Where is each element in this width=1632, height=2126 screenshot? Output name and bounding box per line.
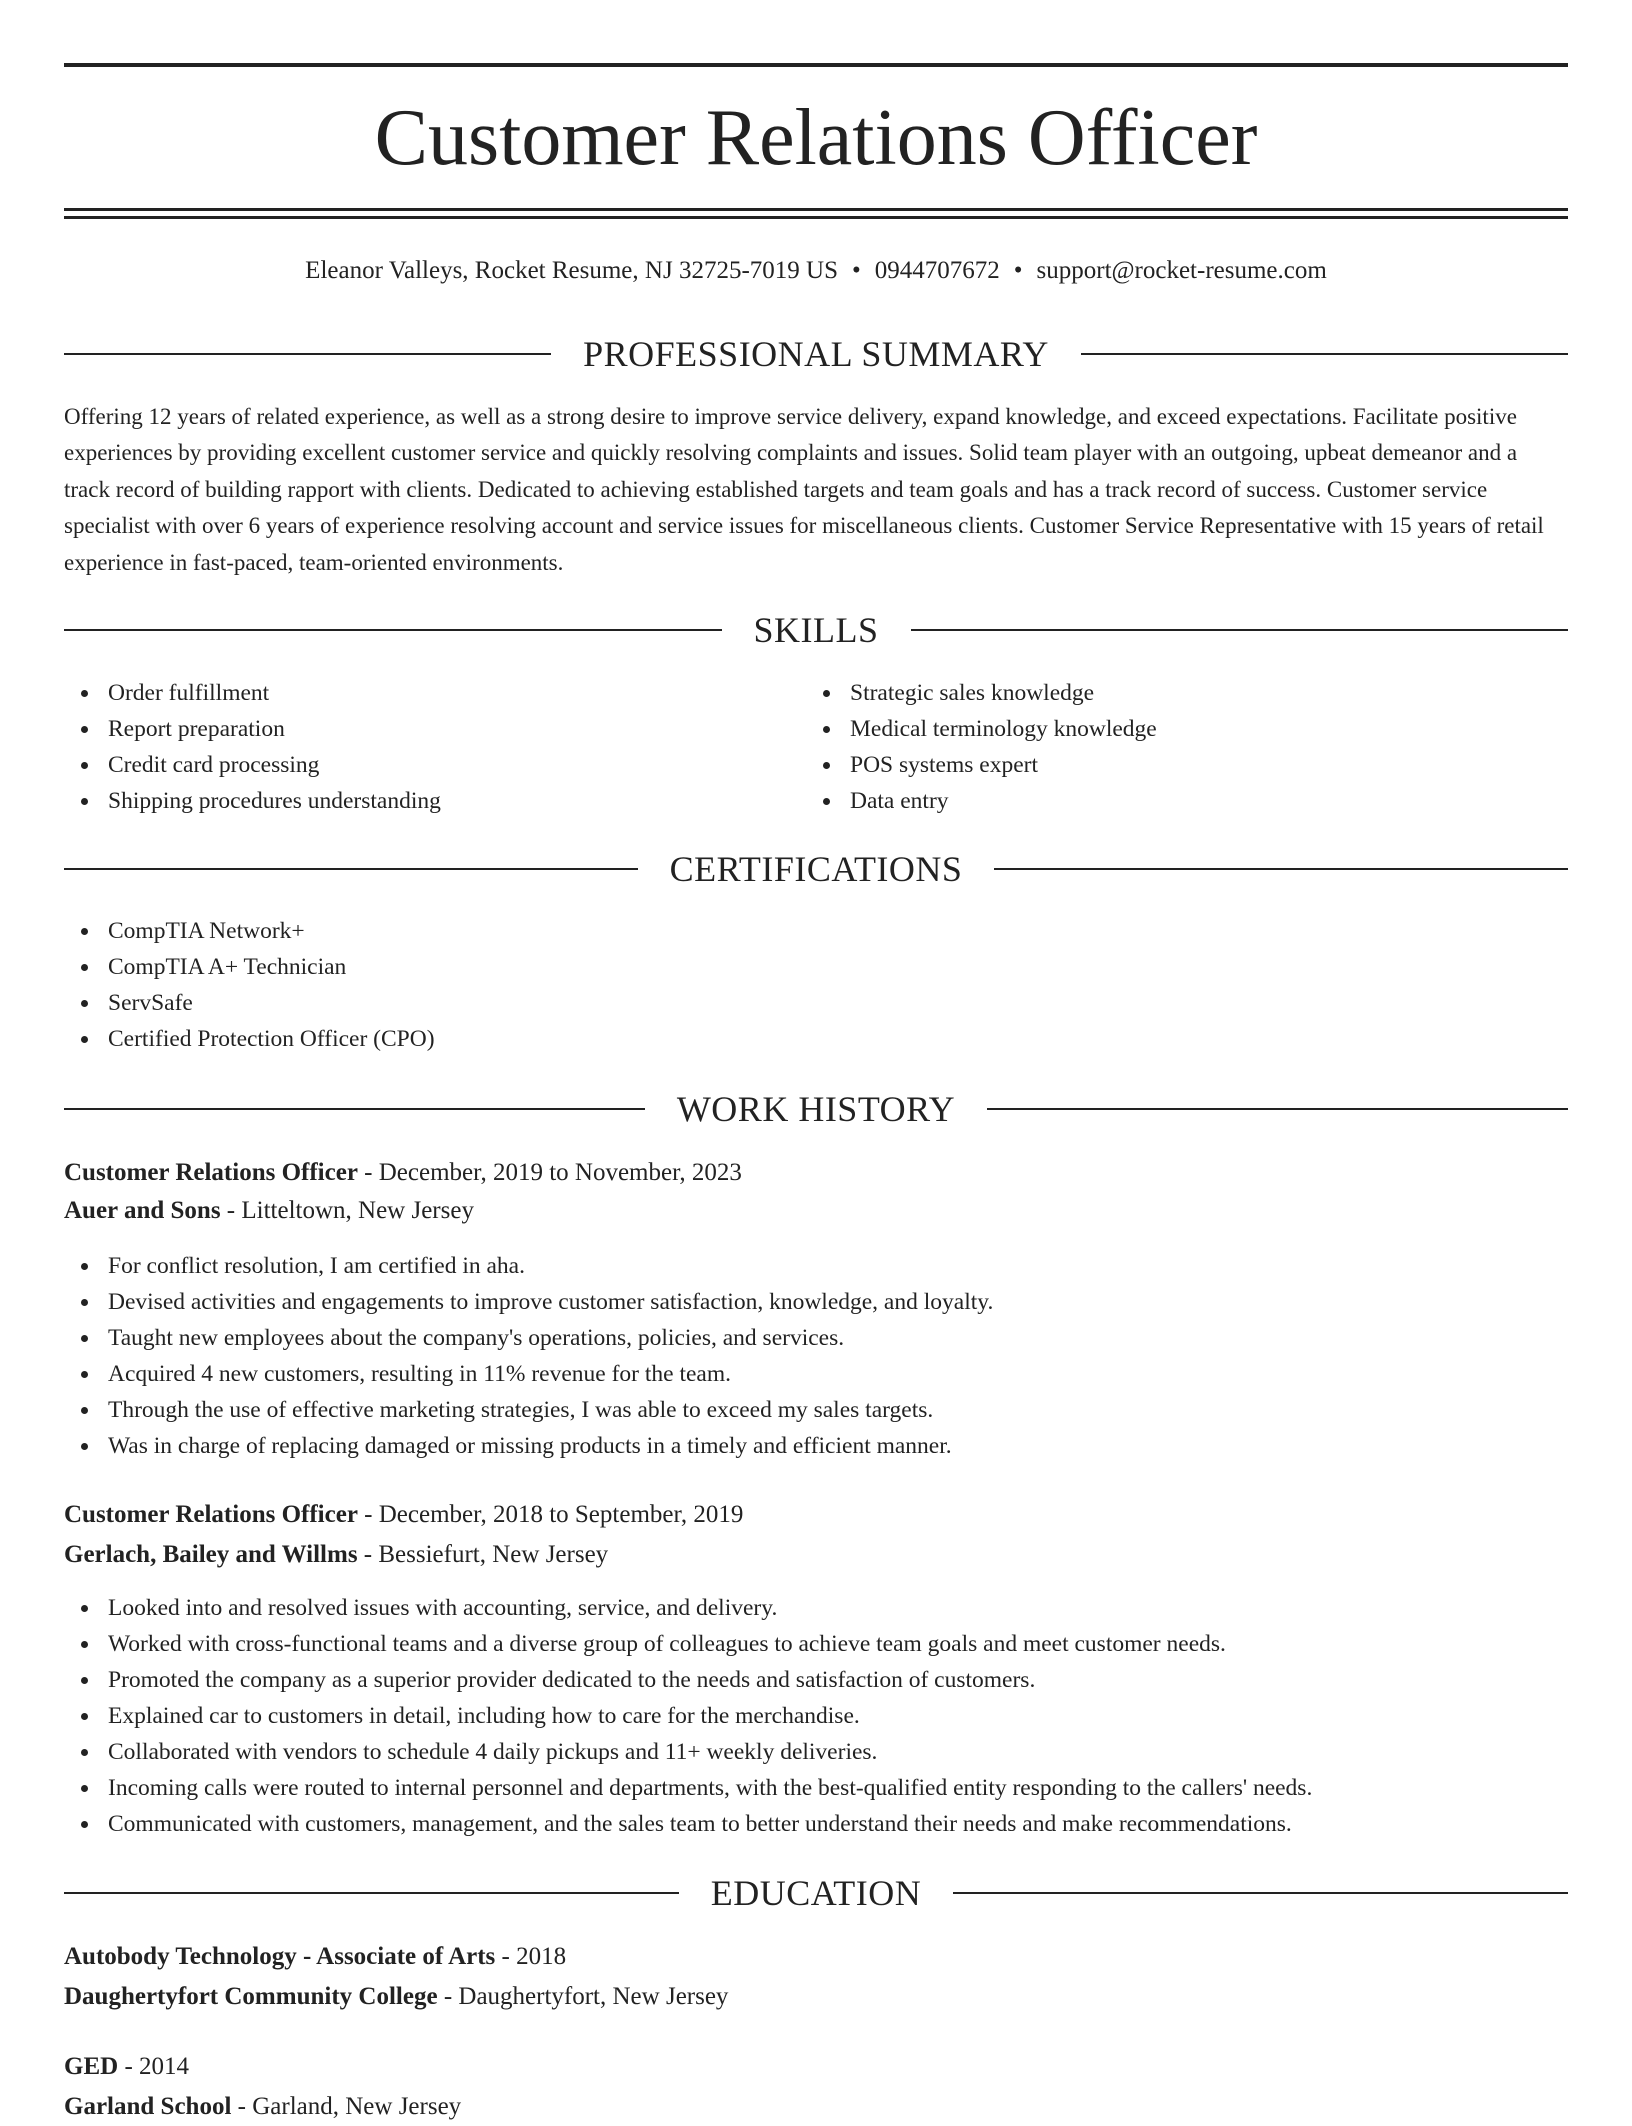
certification-item: CompTIA Network+ <box>64 913 1568 949</box>
skills-list-left <box>64 675 804 819</box>
section-header-work-history <box>64 1087 1568 1131</box>
contact-phone: 0944707672 <box>874 257 1000 284</box>
job-dates: December, 2019 to November, 2023 <box>378 1159 742 1186</box>
education-school: Garland School <box>64 2093 232 2120</box>
education-year: 2018 <box>516 1943 567 1970</box>
certification-item: ServSafe <box>64 985 1568 1021</box>
job-location: Litteltown, New Jersey <box>241 1197 474 1224</box>
dash: - <box>220 1197 242 1224</box>
title-rule-lower <box>64 216 1568 219</box>
skill-item: Shipping procedures understanding <box>64 783 804 819</box>
education-location: Garland, New Jersey <box>252 2093 462 2120</box>
job-duty: Worked with cross-functional teams and a diverse group of colleagues to achieve team goals and meet customer needs. <box>64 1626 1568 1662</box>
job-duty: Incoming calls were routed to internal personnel and departments, with the best-qualified entity responding to the callers' needs. <box>64 1770 1568 1806</box>
job-company-line <box>64 1192 474 1230</box>
job-duty: Was in charge of replacing damaged or missing products in a timely and efficient manner. <box>64 1428 1568 1464</box>
skill-item: Strategic sales knowledge <box>806 675 1546 711</box>
section-header-skills <box>64 608 1568 652</box>
dash: - <box>231 2093 253 2120</box>
job-company: Auer and Sons <box>64 1197 221 1224</box>
certification-item: CompTIA A+ Technician <box>64 949 1568 985</box>
skills-list-right <box>806 675 1546 819</box>
dash: - <box>495 1943 517 1970</box>
section-rule <box>64 629 722 631</box>
job-duty: Taught new employees about the company's operations, policies, and services. <box>64 1320 1568 1356</box>
section-rule <box>64 1892 679 1894</box>
section-rule <box>1081 353 1568 355</box>
job-duties-list <box>64 1590 1568 1842</box>
education-school: Daughertyfort Community College <box>64 1983 438 2010</box>
section-rule <box>911 629 1569 631</box>
section-title: PROFESSIONAL SUMMARY <box>583 334 1049 374</box>
education-school-line <box>64 1978 728 2016</box>
dash: - <box>357 1501 379 1528</box>
job-duty: Devised activities and engagements to improve customer satisfaction, knowledge, and loyalty. <box>64 1284 1568 1320</box>
section-rule <box>64 1108 645 1110</box>
certifications-list <box>64 913 1568 1057</box>
job-company-line <box>64 1536 608 1574</box>
education-school-line <box>64 2088 461 2126</box>
section-title: CERTIFICATIONS <box>669 849 963 889</box>
dash: - <box>357 1541 379 1568</box>
skill-item: POS systems expert <box>806 747 1546 783</box>
dash: - <box>357 1159 379 1186</box>
job-title: Customer Relations Officer <box>64 1501 358 1528</box>
education-degree: Autobody Technology - Associate of Arts <box>64 1943 496 1970</box>
contact-separator: • <box>1013 257 1023 284</box>
skill-item: Medical terminology knowledge <box>806 711 1546 747</box>
job-duty: Looked into and resolved issues with accounting, service, and delivery. <box>64 1590 1568 1626</box>
job-duty: Promoted the company as a superior provider dedicated to the needs and satisfaction of customers. <box>64 1662 1568 1698</box>
dash: - <box>437 1983 459 2010</box>
dash: - <box>118 2053 140 2080</box>
education-degree: GED <box>64 2053 119 2080</box>
section-rule <box>987 1108 1568 1110</box>
contact-email: support@rocket-resume.com <box>1036 257 1327 284</box>
skill-item: Order fulfillment <box>64 675 804 711</box>
job-duty: Through the use of effective marketing strategies, I was able to exceed my sales targets. <box>64 1392 1568 1428</box>
top-rule <box>64 63 1568 67</box>
job-title-line <box>64 1154 742 1192</box>
education-degree-line <box>64 2048 189 2086</box>
section-rule <box>953 1892 1568 1894</box>
job-dates: December, 2018 to September, 2019 <box>378 1501 744 1528</box>
education-degree-line <box>64 1938 566 1976</box>
section-rule <box>64 353 551 355</box>
section-rule <box>64 868 638 870</box>
job-duty: Communicated with customers, management, and the sales team to better understand their needs and make recommendations. <box>64 1806 1568 1842</box>
job-duty: For conflict resolution, I am certified in aha. <box>64 1248 1568 1284</box>
contact-separator: • <box>851 257 861 284</box>
skill-item: Report preparation <box>64 711 804 747</box>
skill-item: Credit card processing <box>64 747 804 783</box>
job-title-line <box>64 1496 743 1534</box>
skill-item: Data entry <box>806 783 1546 819</box>
job-duty: Acquired 4 new customers, resulting in 11% revenue for the team. <box>64 1356 1568 1392</box>
section-title: WORK HISTORY <box>676 1089 956 1129</box>
job-company: Gerlach, Bailey and Willms <box>64 1541 358 1568</box>
contact-line <box>64 253 1568 289</box>
job-title: Customer Relations Officer <box>64 1159 358 1186</box>
job-duties-list <box>64 1248 1568 1464</box>
section-rule <box>994 868 1568 870</box>
job-duty: Collaborated with vendors to schedule 4 daily pickups and 11+ weekly deliveries. <box>64 1734 1568 1770</box>
job-location: Bessiefurt, New Jersey <box>378 1541 609 1568</box>
education-year: 2014 <box>139 2053 190 2080</box>
job-duty: Explained car to customers in detail, including how to care for the merchandise. <box>64 1698 1568 1734</box>
section-header-education <box>64 1871 1568 1915</box>
summary-text: Offering 12 years of related experience, as well as a strong desire to improve service delivery, expand knowledge, and exceed expectations. Facilitate positive experiences by providing excellent customer service and quickly resolving complaints and issues. Solid team player with an outgoing, upbeat demeanor and a track record of building rapport with clients. Dedicated to achieving established targets and team goals and has a track record of success. Customer service specialist with over 6 years of experience resolving account and service issues for miscellaneous clients. Customer Service Representative with 15 years of retail experience in fast-paced, team-oriented environments. <box>64 404 1544 575</box>
title-rule-upper <box>64 208 1568 211</box>
section-title: SKILLS <box>753 610 879 650</box>
section-title: EDUCATION <box>710 1873 922 1913</box>
resume-title: Customer Relations Officer <box>374 94 1258 182</box>
education-location: Daughertyfort, New Jersey <box>458 1983 729 2010</box>
section-header-summary <box>64 332 1568 376</box>
contact-address: Eleanor Valleys, Rocket Resume, NJ 32725-7019 US <box>305 257 838 284</box>
section-header-certifications <box>64 847 1568 891</box>
certification-item: Certified Protection Officer (CPO) <box>64 1021 1568 1057</box>
